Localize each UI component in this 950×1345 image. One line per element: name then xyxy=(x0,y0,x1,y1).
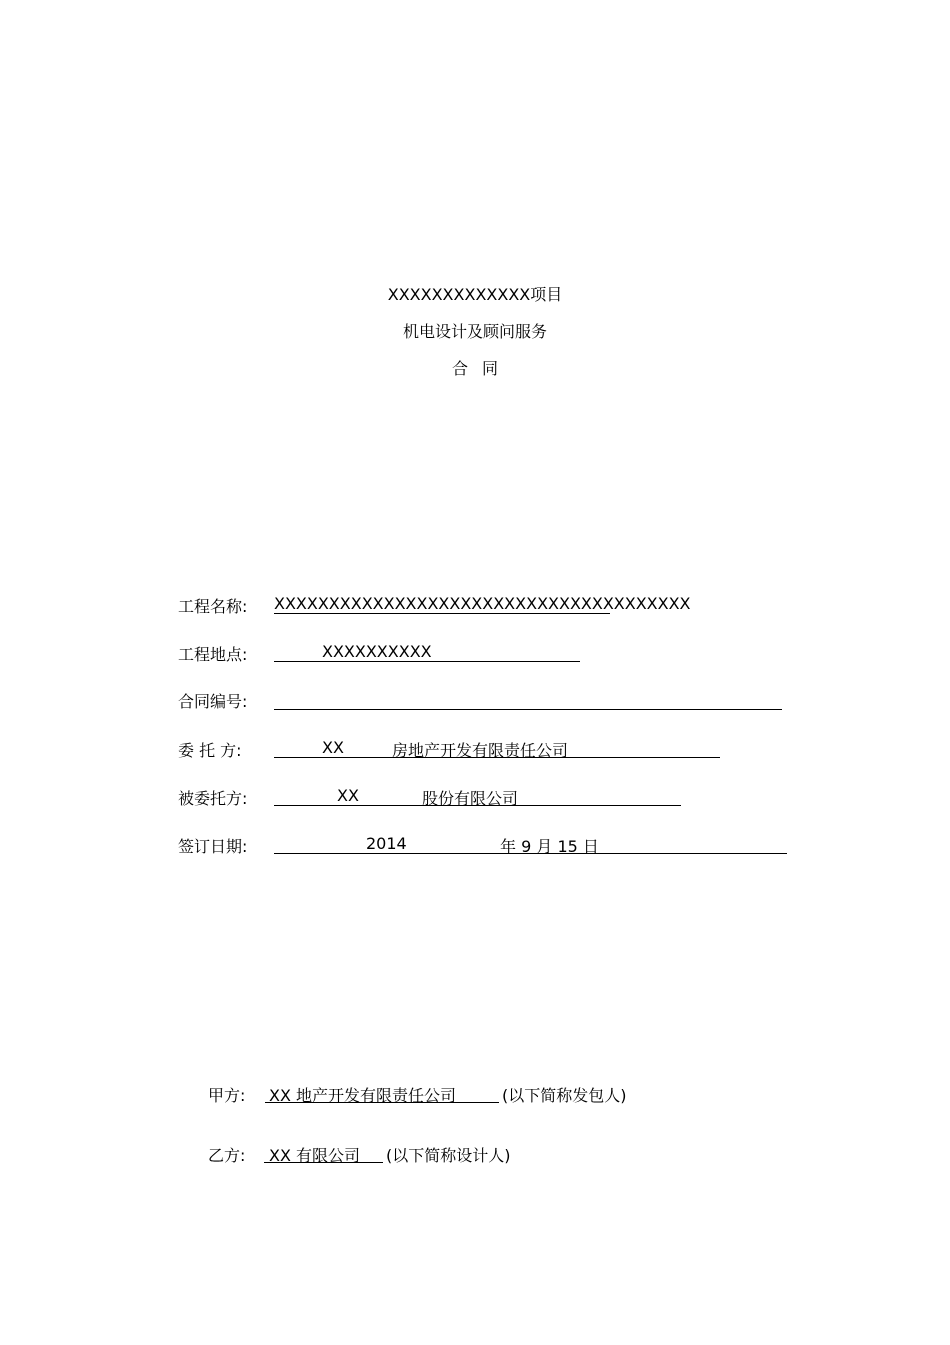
sign-date-label: 签订日期: xyxy=(178,837,248,856)
sign-date-rest: 年 9 月 15 日 xyxy=(500,837,599,856)
project-location-label: 工程地点: xyxy=(178,645,248,664)
party-b-label: 乙方: xyxy=(208,1146,246,1165)
party-b-name: XX 有限公司 xyxy=(269,1146,361,1165)
contractor-value-suffix: 股份有限公司 xyxy=(422,789,519,808)
cover-contract-title: 合同 xyxy=(451,359,512,378)
project-name-label: 工程名称: xyxy=(178,597,248,616)
contractor-value-prefix: XX xyxy=(337,786,359,805)
sign-date-year: 2014 xyxy=(366,834,407,853)
party-b-note: (以下简称设计人) xyxy=(386,1146,511,1165)
project-name-value: XXXXXXXXXXXXXXXXXXXXXXXXXXXXXXXXXXXXXX xyxy=(274,594,691,613)
cover-project-title: XXXXXXXXXXXXX项目 xyxy=(387,285,563,304)
client-value-suffix: 房地产开发有限责任公司 xyxy=(392,741,569,760)
cover-service-title: 机电设计及顾问服务 xyxy=(402,322,547,341)
client-value-prefix: XX xyxy=(322,738,344,757)
contract-no-underline xyxy=(274,689,782,710)
contractor-label: 被委托方: xyxy=(178,789,248,808)
contract-no-label: 合同编号: xyxy=(178,692,248,711)
client-label: 委 托 方: xyxy=(178,741,242,760)
party-a-name: XX 地产开发有限责任公司 xyxy=(269,1086,457,1105)
project-location-value: XXXXXXXXXX xyxy=(322,642,432,661)
party-a-note: (以下简称发包人) xyxy=(502,1086,627,1105)
party-a-label: 甲方: xyxy=(208,1086,246,1105)
